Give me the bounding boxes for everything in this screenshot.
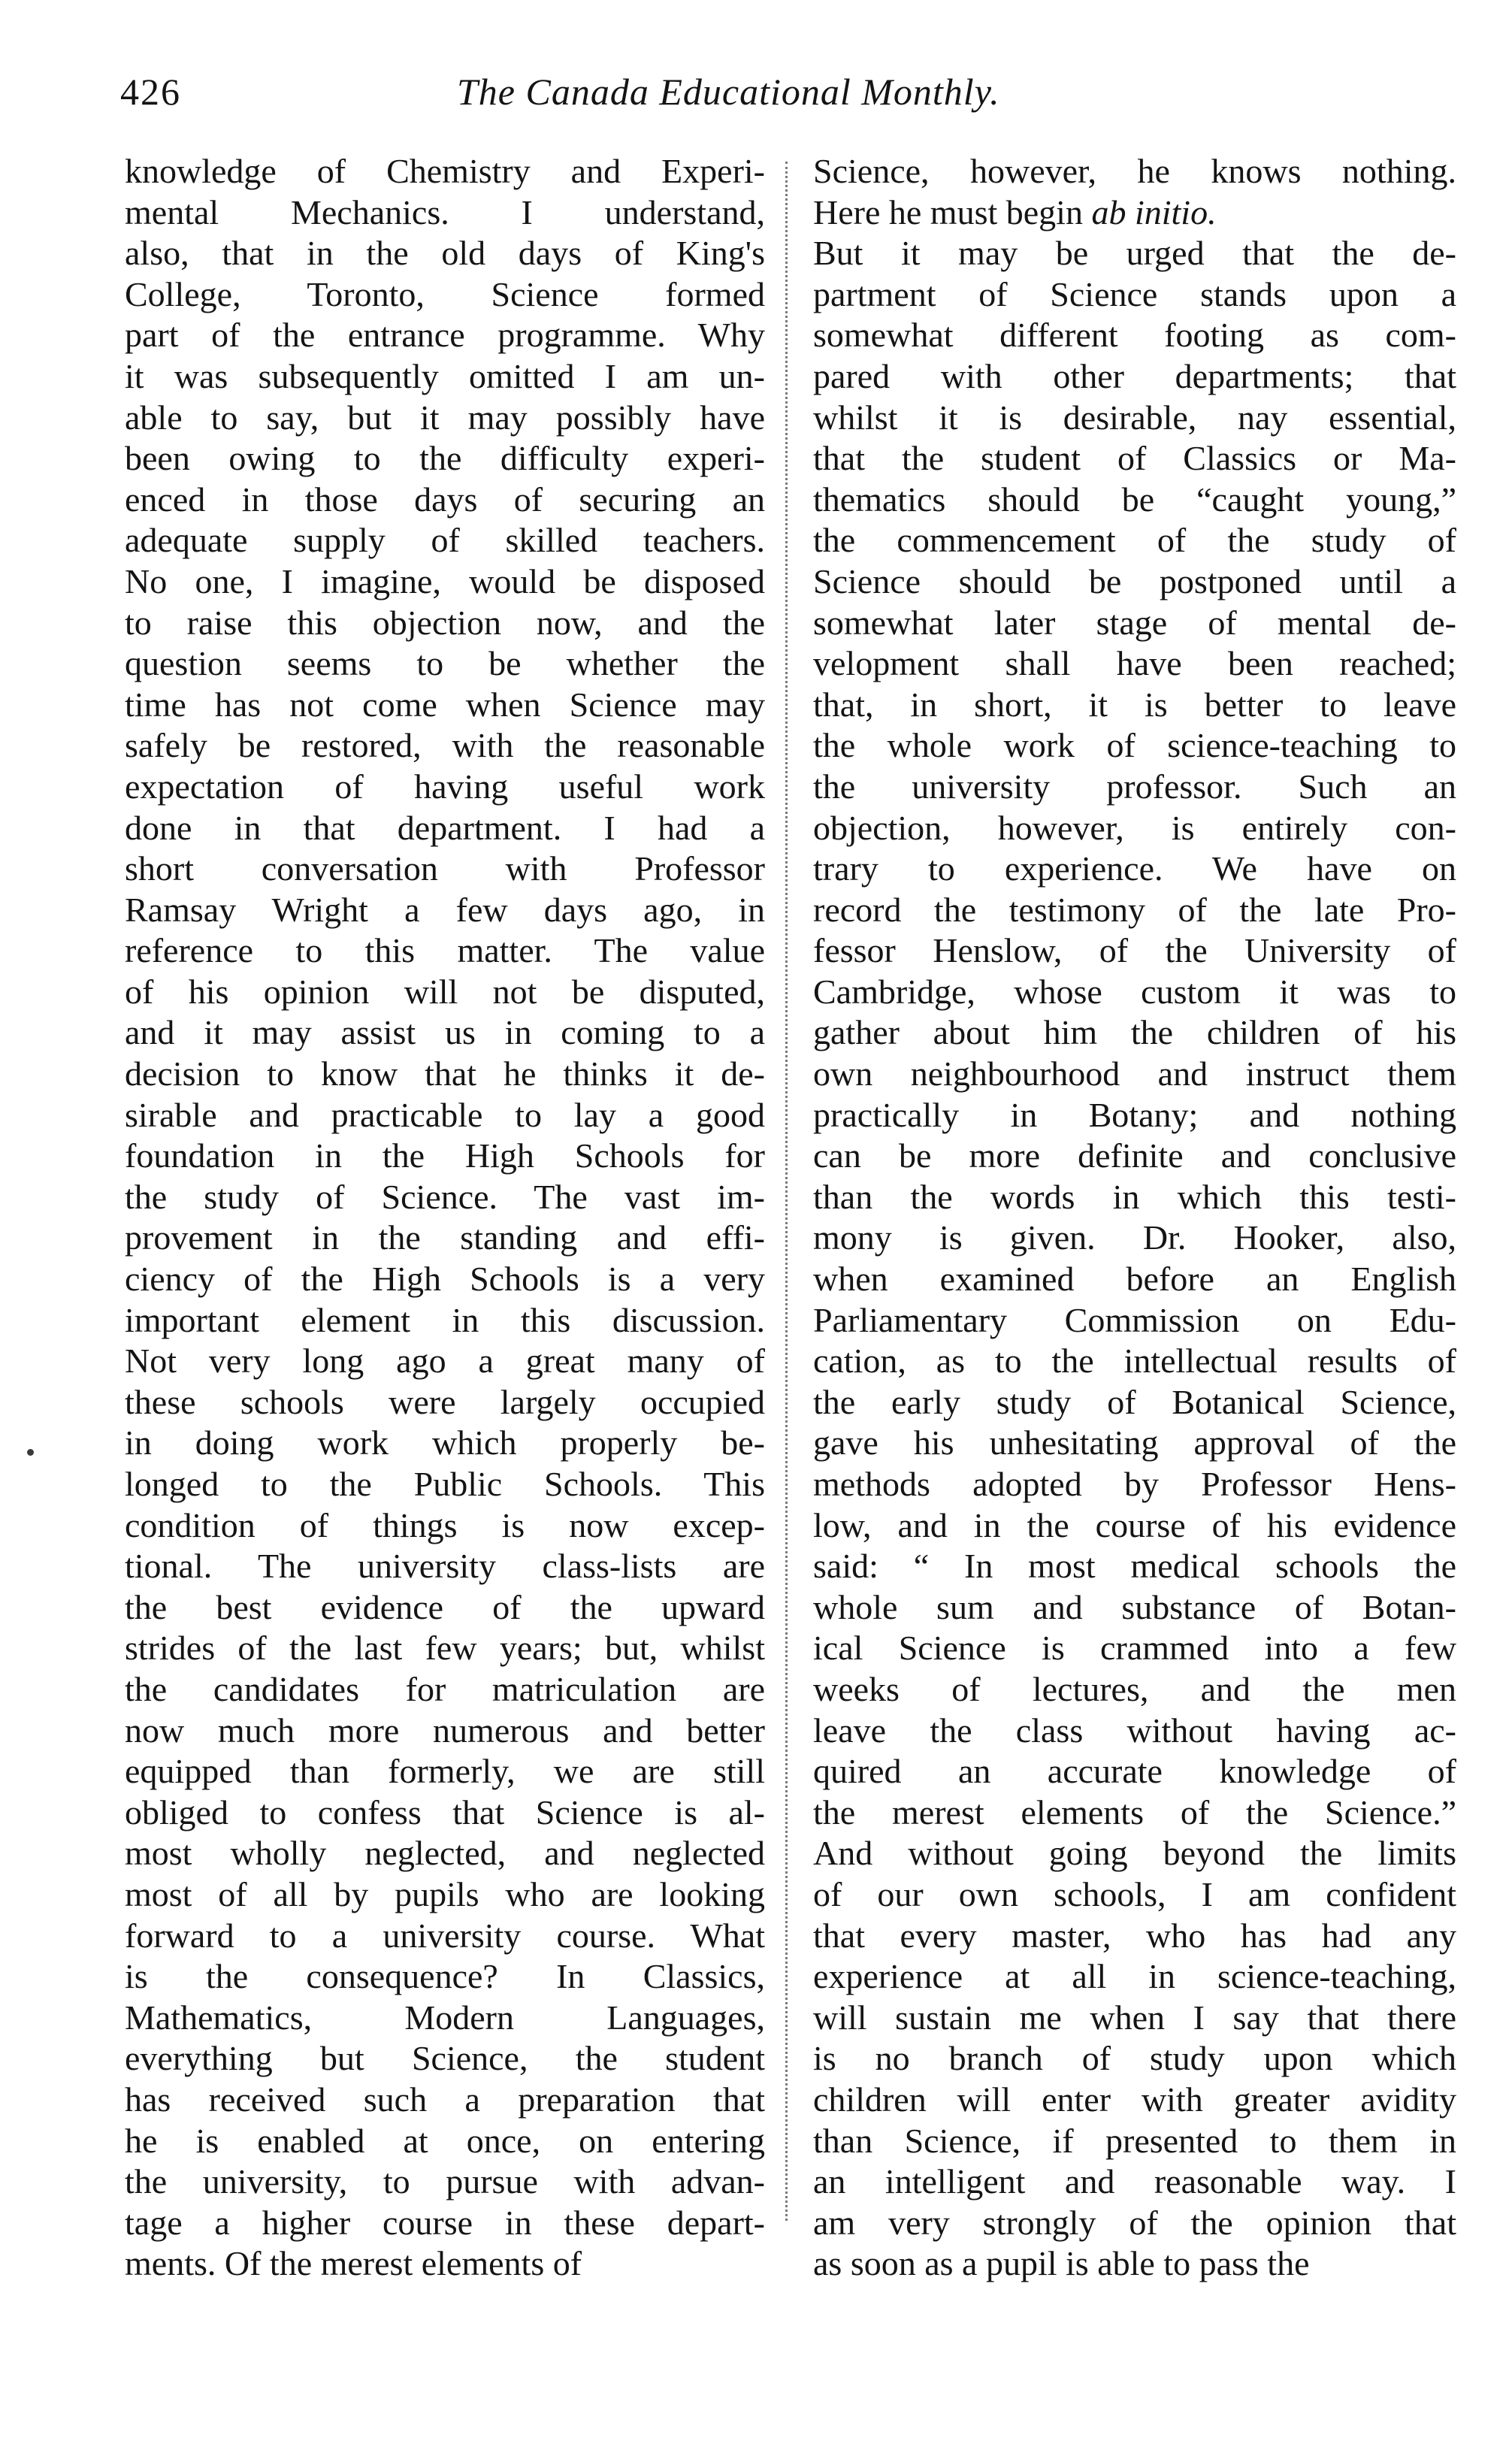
text-line: objection, however, is entirely con- — [813, 808, 1456, 847]
text-line: But it may be urged that the de- — [813, 234, 1456, 273]
text-line: as soon as a pupil is able to pass the — [813, 2244, 1310, 2283]
text-line: College, Toronto, Science formed — [125, 274, 765, 313]
text-line — [813, 192, 1456, 234]
text-line: strides of the last few years; but, whilst — [125, 1629, 765, 1668]
text-line: longed to the Public Schools. This — [125, 1465, 765, 1503]
text-line: is the consequence? In Classics, — [125, 1957, 765, 1996]
text-line: the university professor. Such an — [813, 767, 1456, 806]
text-line: most wholly neglected, and neglected — [125, 1834, 765, 1873]
text-line: the study of Science. The vast im- — [125, 1177, 765, 1216]
text-line: safely be restored, with the reasonable — [125, 726, 765, 765]
text-line: the early study of Botanical Science, — [813, 1382, 1456, 1421]
text-line: own neighbourhood and instruct them — [813, 1054, 1456, 1093]
text-line: mony is given. Dr. Hooker, also, — [813, 1218, 1456, 1257]
text-line: velopment shall have been reached; — [813, 644, 1456, 683]
text-line: everything but Science, the student — [125, 2039, 765, 2078]
text-line: knowledge of Chemistry and Experi- — [125, 152, 765, 190]
text-line: the candidates for matriculation are — [125, 1669, 765, 1708]
text-line: decision to know that he thinks it de- — [125, 1054, 765, 1093]
text-line: question seems to be whether the — [125, 644, 765, 683]
text-line: able to say, but it may possibly have — [125, 398, 765, 437]
text-line: fessor Henslow, of the University of — [813, 931, 1456, 970]
text-line: has received such a preparation that — [125, 2080, 765, 2119]
text-line: than the words in which this testi- — [813, 1177, 1456, 1216]
text-line-segment: Here he must begin — [813, 192, 1092, 231]
text-line: of our own schools, I am confident — [813, 1874, 1456, 1913]
text-line: tage a higher course in these depart- — [125, 2203, 765, 2242]
text-line: been owing to the difficulty experi- — [125, 439, 765, 478]
text-line: cation, as to the intellectual results of — [813, 1341, 1456, 1381]
text-line: whole sum and substance of Botan- — [813, 1587, 1456, 1626]
text-line: somewhat later stage of mental de- — [813, 603, 1456, 642]
text-line: children will enter with greater avidity — [813, 2080, 1456, 2119]
text-line: partment of Science stands upon a — [813, 274, 1456, 313]
text-line: he is enabled at once, on entering — [125, 2121, 765, 2160]
text-line: is no branch of study upon which — [813, 2039, 1456, 2078]
text-line: the commencement of the study of — [813, 521, 1456, 560]
text-line: short conversation with Professor — [125, 849, 765, 888]
column-divider — [785, 162, 788, 2221]
text-line: leave the class without having ac- — [813, 1710, 1456, 1750]
italic-latin-phrase: ab initio. — [1091, 192, 1217, 231]
text-line: Science, however, he knows nothing. — [813, 152, 1456, 190]
text-line: that, in short, it is better to leave — [813, 685, 1456, 724]
text-line: also, that in the old days of King's — [125, 234, 765, 273]
text-line: the merest elements of the Science.” — [813, 1792, 1456, 1831]
text-line: expectation of having useful work — [125, 767, 765, 806]
text-line: provement in the standing and effi- — [125, 1218, 765, 1257]
text-line: most of all by pupils who are looking — [125, 1874, 765, 1913]
text-line: mental Mechanics. I understand, — [125, 192, 765, 231]
text-line: important element in this discussion. — [125, 1300, 765, 1339]
text-line: and it may assist us in coming to a — [125, 1013, 765, 1052]
text-line: methods adopted by Professor Hens- — [813, 1465, 1456, 1503]
text-line: Ramsay Wright a few days ago, in — [125, 890, 765, 929]
text-line: somewhat different footing as com- — [813, 316, 1456, 355]
text-line: the whole work of science-teaching to — [813, 726, 1456, 765]
text-line: will sustain me when I say that there — [813, 1998, 1456, 2037]
text-line: No one, I imagine, would be disposed — [125, 561, 765, 600]
text-line: Mathematics, Modern Languages, — [125, 1998, 765, 2037]
text-line: Cambridge, whose custom it was to — [813, 972, 1456, 1011]
text-line: the university, to pursue with advan- — [125, 2162, 765, 2201]
text-line: ciency of the High Schools is a very — [125, 1260, 765, 1299]
text-line: And without going beyond the limits — [813, 1834, 1456, 1873]
text-line: that the student of Classics or Ma- — [813, 439, 1456, 478]
text-line: an intelligent and reasonable way. I — [813, 2162, 1456, 2201]
text-line: of his opinion will not be disputed, — [125, 972, 765, 1011]
text-line: Science should be postponed until a — [813, 561, 1456, 600]
text-line: record the testimony of the late Pro- — [813, 890, 1456, 929]
text-line: the best evidence of the upward — [125, 1587, 765, 1626]
text-line: forward to a university course. What — [125, 1916, 765, 1955]
text-line: low, and in the course of his evidence — [813, 1505, 1456, 1544]
text-line: experience at all in science-teaching, — [813, 1957, 1456, 1996]
text-line: equipped than formerly, we are still — [125, 1752, 765, 1791]
text-line: ments. Of the merest elements of — [125, 2244, 582, 2283]
text-line: adequate supply of skilled teachers. — [125, 521, 765, 560]
text-line: practically in Botany; and nothing — [813, 1095, 1456, 1134]
text-line: time has not come when Science may — [125, 685, 765, 724]
text-line: part of the entrance programme. Why — [125, 316, 765, 355]
page-number: 426 — [120, 71, 181, 113]
page-header — [120, 69, 1142, 122]
text-line: obliged to confess that Science is al- — [125, 1792, 765, 1831]
left-text-column — [125, 151, 765, 2285]
right-text-column — [813, 151, 1456, 2285]
text-line: gather about him the children of his — [813, 1013, 1456, 1052]
text-line: weeks of lectures, and the men — [813, 1669, 1456, 1708]
text-line: quired an accurate knowledge of — [813, 1752, 1456, 1791]
text-line: than Science, if presented to them in — [813, 2121, 1456, 2160]
text-line: enced in those days of securing an — [125, 479, 765, 519]
margin-dot — [27, 1449, 34, 1456]
text-line: to raise this objection now, and the — [125, 603, 765, 642]
text-line: done in that department. I had a — [125, 808, 765, 847]
text-line: gave his unhesitating approval of the — [813, 1423, 1456, 1462]
text-line: now much more numerous and better — [125, 1710, 765, 1750]
text-line: condition of things is now excep- — [125, 1505, 765, 1544]
text-line: when examined before an English — [813, 1260, 1456, 1299]
text-line: sirable and practicable to lay a good — [125, 1095, 765, 1134]
text-line: that every master, who has had any — [813, 1916, 1456, 1955]
text-line: Parliamentary Commission on Edu- — [813, 1300, 1456, 1339]
running-title: The Canada Educational Monthly. — [457, 71, 1000, 113]
text-line: ical Science is crammed into a few — [813, 1629, 1456, 1668]
text-line: it was subsequently omitted I am un- — [125, 356, 765, 395]
text-line: whilst it is desirable, nay essential, — [813, 398, 1456, 437]
text-line: these schools were largely occupied — [125, 1382, 765, 1421]
text-line: said: “ In most medical schools the — [813, 1547, 1456, 1586]
text-line: pared with other departments; that — [813, 356, 1456, 395]
text-line: am very strongly of the opinion that — [813, 2203, 1456, 2242]
text-line: Not very long ago a great many of — [125, 1341, 765, 1381]
text-line: tional. The university class-lists are — [125, 1547, 765, 1586]
text-line: reference to this matter. The value — [125, 931, 765, 970]
text-line: foundation in the High Schools for — [125, 1136, 765, 1175]
text-line: can be more definite and conclusive — [813, 1136, 1456, 1175]
text-line: trary to experience. We have on — [813, 849, 1456, 888]
text-line: thematics should be “caught young,” — [813, 479, 1456, 519]
text-line: in doing work which properly be- — [125, 1423, 765, 1462]
